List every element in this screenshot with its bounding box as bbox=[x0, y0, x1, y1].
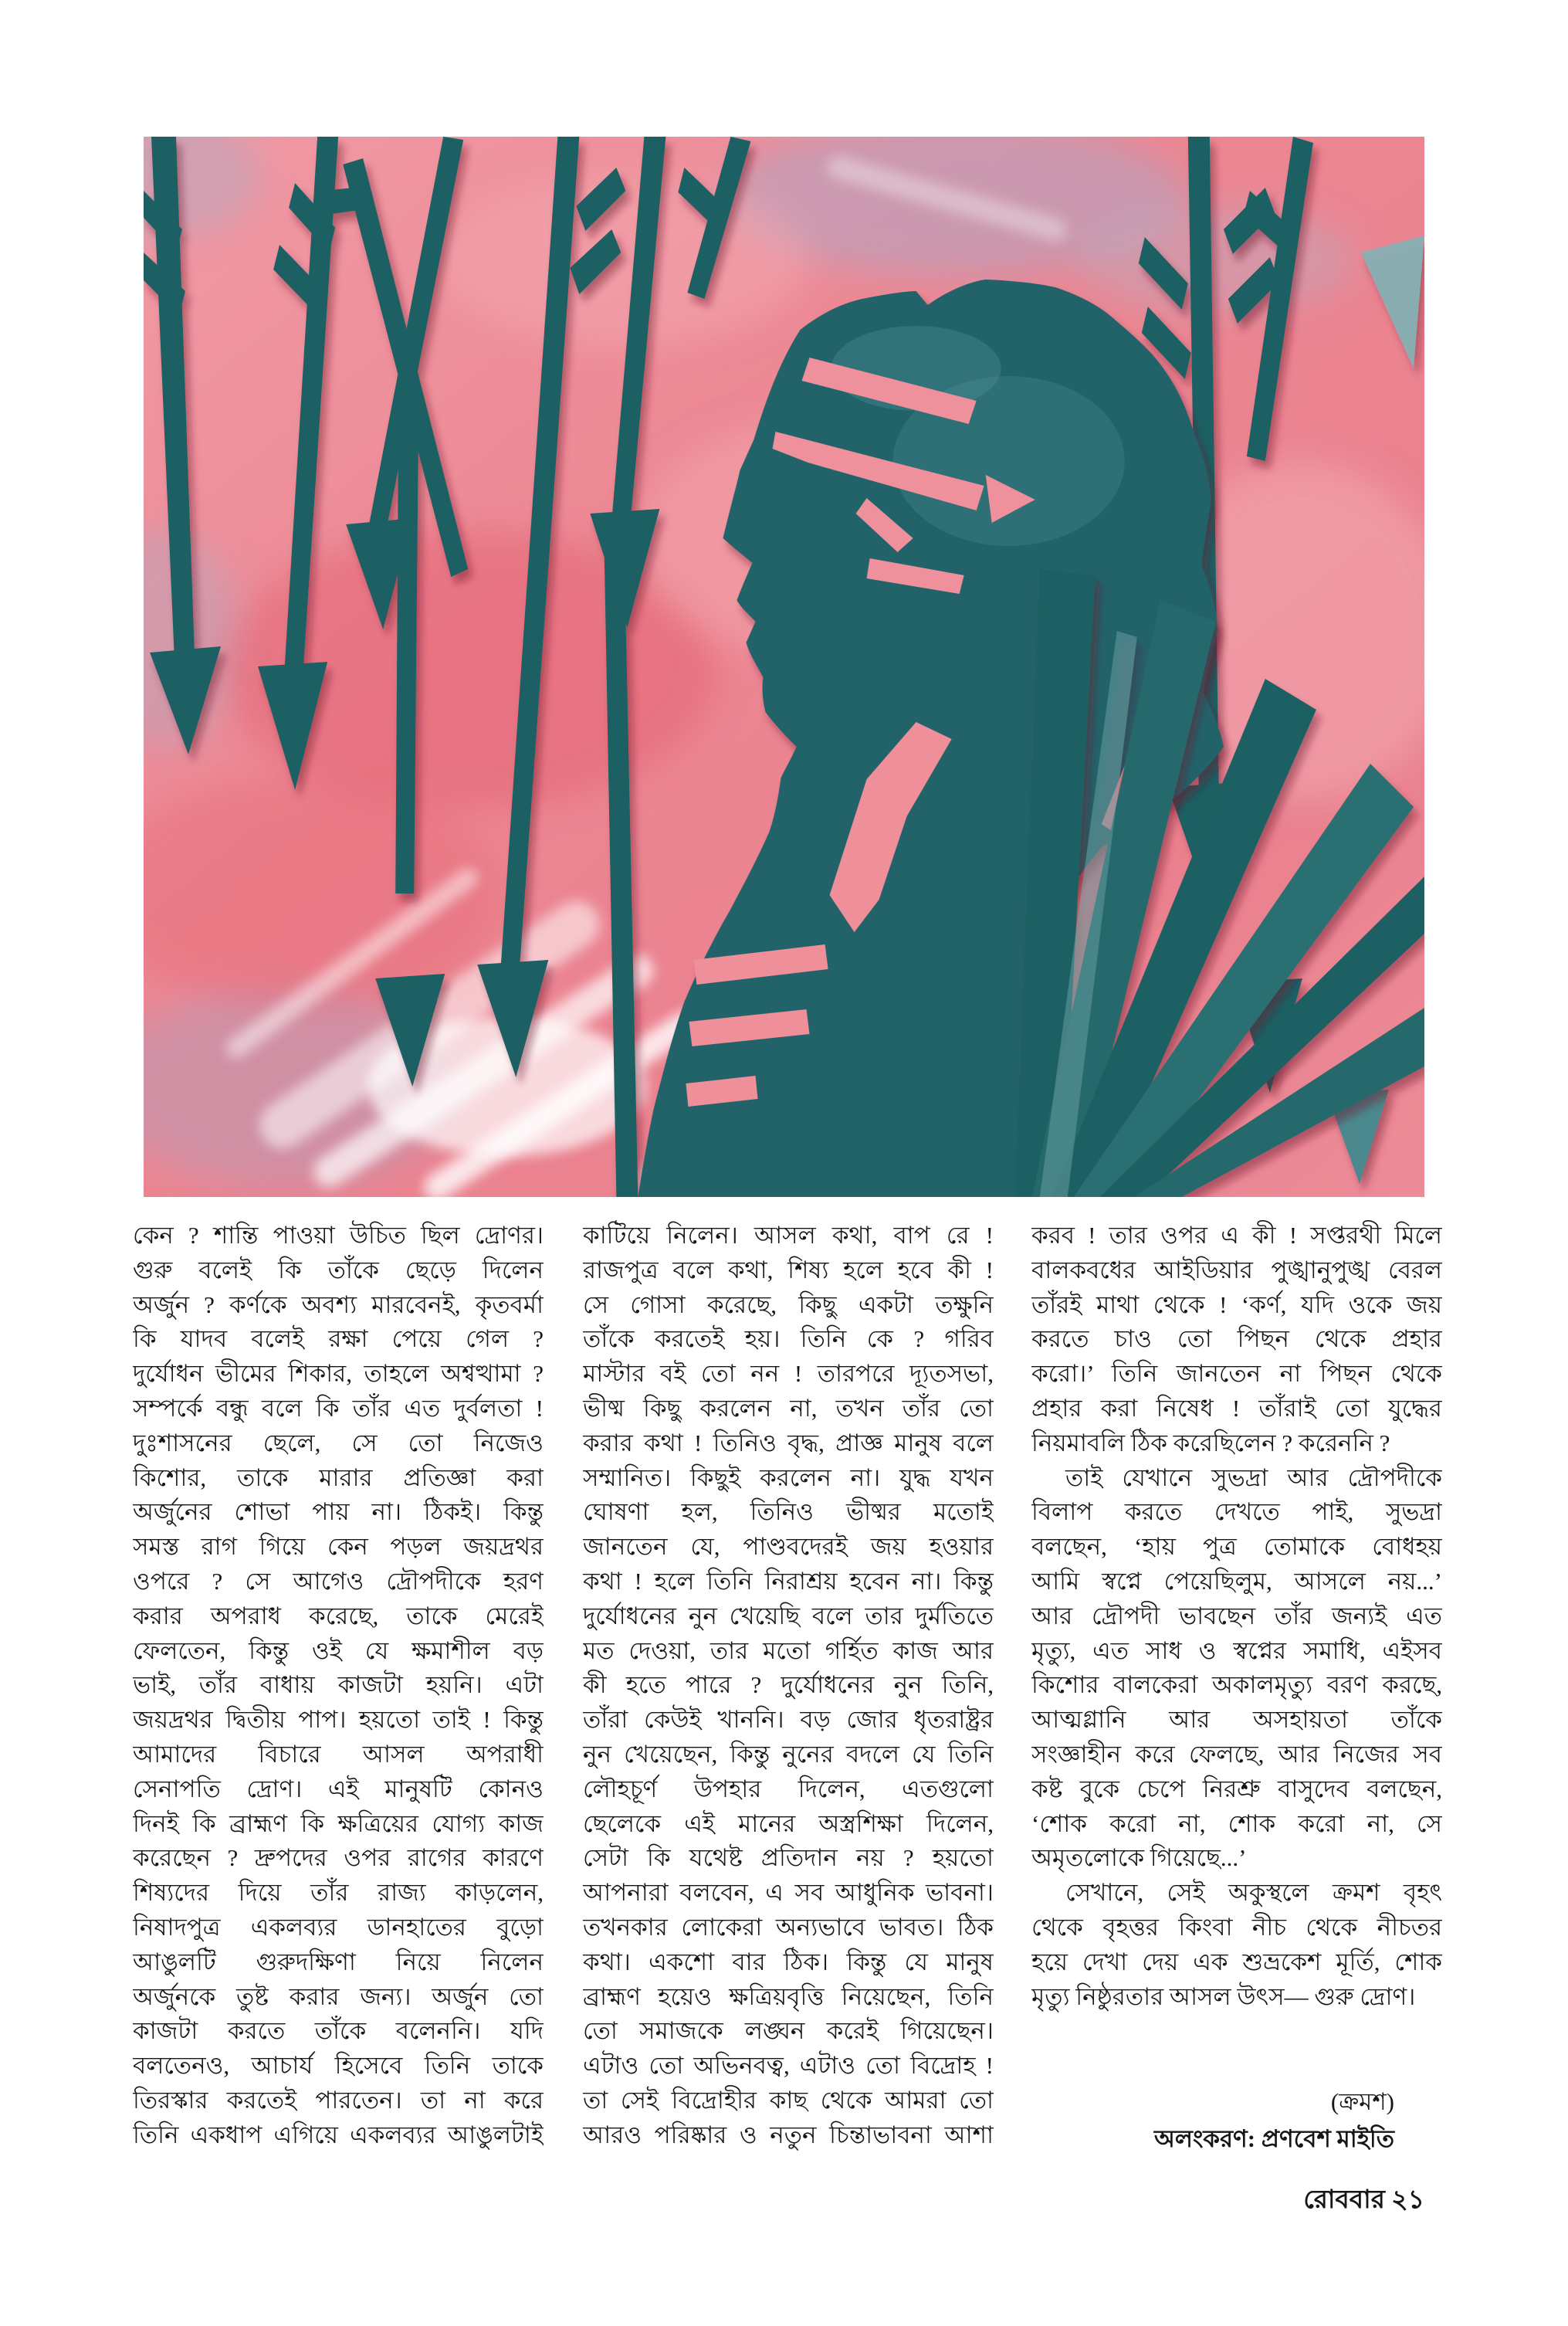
text-line: প্রহার করা নিষেধ ! তাঁরাই তো যুদ্ধের bbox=[1031, 1394, 1442, 1422]
text-line: তাঁরই মাথা থেকে ! ‘কর্ণ, যদি ওকে জয় bbox=[1031, 1290, 1442, 1318]
text-line: ঘোষণা হল, তিনিও ভীষ্মর মতোই bbox=[583, 1498, 994, 1526]
text-line: জানতেন যে, পাণ্ডবদেরই জয় হওয়ার bbox=[583, 1533, 994, 1561]
text-line: সমস্ত রাগ গিয়ে কেন পড়ল জয়দ্রথর bbox=[133, 1533, 544, 1561]
text-line: তিনি একধাপ এগিয়ে একলব্যর আঙুলটাই bbox=[133, 2121, 544, 2148]
text-column-2 bbox=[583, 1219, 994, 2159]
text-line: কথা ! হলে তিনি নিরাশ্রয় হবেন না। কিন্তু bbox=[583, 1567, 994, 1595]
text-line: মাস্টার বই তো নন ! তারপরে দ্যূতসভা, bbox=[583, 1360, 994, 1388]
text-line: কথা। একশো বার ঠিক। কিন্তু যে মানুষ bbox=[583, 1948, 994, 1975]
text-column-1 bbox=[133, 1219, 544, 2159]
text-line: থেকে বৃহত্তর কিংবা নীচ থেকে নীচতর bbox=[1031, 1913, 1442, 1941]
text-line: আরও পরিষ্কার ও নতুন চিন্তাভাবনা আশা bbox=[583, 2121, 994, 2148]
text-line: আপনারা বলবেন, এ সব আধুনিক ভাবনা। bbox=[583, 1879, 994, 1907]
text-line: দুঃশাসনের ছেলে, সে তো নিজেও bbox=[133, 1429, 544, 1456]
text-line: এটাও তো অভিনবত্ব, এটাও তো বিদ্রোহ ! bbox=[583, 2052, 994, 2080]
text-line: নিয়মাবলি ঠিক করেছিলেন ? করেননি ? bbox=[1031, 1429, 1390, 1456]
text-line: করব ! তার ওপর এ কী ! সপ্তরথী মিলে bbox=[1031, 1222, 1442, 1249]
text-line: সংজ্ঞাহীন করে ফেলছে, আর নিজের সব bbox=[1031, 1740, 1442, 1768]
text-line: আমি স্বপ্নে পেয়েছিলুম, আসলে নয়...’ bbox=[1031, 1567, 1442, 1595]
text-line: ভীষ্ম কিছু করলেন না, তখন তাঁর তো bbox=[583, 1394, 994, 1422]
text-line: তিরস্কার করতেই পারতেন। তা না করে bbox=[133, 2086, 544, 2114]
text-line: কাজটা করতে তাঁকে বলেননি। যদি bbox=[133, 2017, 544, 2045]
paper-cut-illustration bbox=[144, 137, 1424, 1197]
text-line: কেন ? শান্তি পাওয়া উচিত ছিল দ্রোণর। bbox=[133, 1222, 544, 1249]
text-line: আঙুলটি গুরুদক্ষিণা নিয়ে নিলেন bbox=[133, 1948, 544, 1975]
text-line: রাজপুত্র বলে কথা, শিষ্য হলে হবে কী ! bbox=[583, 1256, 994, 1283]
text-line: ভাই, তাঁর বাধায় কাজটা হয়নি। এটা bbox=[133, 1671, 544, 1699]
text-line: অমৃতলোকে গিয়েছে...’ bbox=[1031, 1844, 1247, 1872]
text-line: মৃত্যু নিষ্ঠুরতার আসল উৎস— গুরু দ্রোণ। bbox=[1031, 1982, 1416, 2010]
text-line: গুরু বলেই কি তাঁকে ছেড়ে দিলেন bbox=[133, 1256, 544, 1283]
text-line: দুর্যোধন ভীমের শিকার, তাহলে অশ্বত্থামা ? bbox=[133, 1360, 544, 1388]
text-line: আত্মগ্লানি আর অসহায়তা তাঁকে bbox=[1031, 1706, 1442, 1734]
text-line: করার কথা ! তিনিও বৃদ্ধ, প্রাজ্ঞ মানুষ বলে bbox=[583, 1429, 994, 1456]
text-line: নিষাদপুত্র একলব্যর ডানহাতের বুড়ো bbox=[133, 1913, 544, 1941]
text-line: শিষ্যদের দিয়ে তাঁর রাজ্য কাড়লেন, bbox=[133, 1879, 544, 1907]
text-line: বিলাপ করতে দেখতে পাই, সুভদ্রা bbox=[1031, 1498, 1442, 1526]
continuation-marker: (ক্রমশ) bbox=[1330, 2088, 1394, 2115]
text-line: ব্রাহ্মণ হয়েও ক্ষত্রিয়বৃত্তি নিয়েছেন, তিনি bbox=[583, 1982, 994, 2010]
text-line: লৌহচূর্ণ উপহার দিলেন, এতগুলো bbox=[583, 1775, 994, 1802]
text-line: সে গোসা করেছে, কিছু একটা তক্ষুনি bbox=[583, 1290, 994, 1318]
text-line: অর্জুনকে তুষ্ট করার জন্য। অর্জুন তো bbox=[133, 1982, 544, 2010]
text-line: কিশোর, তাকে মারার প্রতিজ্ঞা করা bbox=[133, 1463, 544, 1491]
text-line: করার অপরাধ করেছে, তাকে মেরেই bbox=[133, 1602, 544, 1629]
text-line: করেছেন ? দ্রুপদের ওপর রাগের কারণে bbox=[133, 1844, 544, 1872]
illustrator-credit: অলংকরণ: প্রণবেশ মাইতি bbox=[1154, 2125, 1394, 2152]
text-line: ওপরে ? সে আগেও দ্রৌপদীকে হরণ bbox=[133, 1567, 544, 1595]
text-line: আর দ্রৌপদী ভাবছেন তাঁর জন্যই এত bbox=[1031, 1602, 1442, 1629]
text-line: করতে চাও তো পিছন থেকে প্রহার bbox=[1031, 1325, 1442, 1353]
text-line: সেনাপতি দ্রোণ। এই মানুষটি কোনও bbox=[133, 1775, 544, 1802]
text-line: তো সমাজকে লঙ্ঘন করেই গিয়েছেন। bbox=[583, 2017, 994, 2045]
text-line: আমাদের বিচারে আসল অপরাধী bbox=[133, 1740, 544, 1768]
text-line: বালকবধের আইডিয়ার পুঙ্খানুপুঙ্খ বেরল bbox=[1031, 1256, 1442, 1283]
text-line: মত দেওয়া, তার মতো গর্হিত কাজ আর bbox=[583, 1636, 994, 1664]
text-line: হয়ে দেখা দেয় এক শুভ্রকেশ মূর্তি, শোক bbox=[1031, 1948, 1442, 1975]
text-line: বলছেন, ‘হায় পুত্র তোমাকে বোধহয় bbox=[1031, 1533, 1442, 1561]
text-line: তাঁরা কেউই খাননি। বড় জোর ধৃতরাষ্ট্রর bbox=[583, 1706, 994, 1734]
text-line: দুর্যোধনের নুন খেয়েছি বলে তার দুর্মতিতে bbox=[583, 1602, 994, 1629]
text-line: ফেলতেন, কিন্তু ওই যে ক্ষমাশীল বড় bbox=[133, 1636, 544, 1664]
text-line: বলতেনও, আচার্য হিসেবে তিনি তাকে bbox=[133, 2052, 544, 2080]
text-line: কাটিয়ে নিলেন। আসল কথা, বাপ রে ! bbox=[583, 1222, 994, 1249]
text-line: নুন খেয়েছেন, কিন্তু নুনের বদলে যে তিনি bbox=[583, 1740, 994, 1768]
illustration-canvas bbox=[144, 137, 1424, 1197]
text-line: মৃত্যু, এত সাধ ও স্বপ্নের সমাধি, এইসব bbox=[1031, 1636, 1442, 1664]
text-line: সম্মানিত। কিছুই করলেন না। যুদ্ধ যখন bbox=[583, 1463, 994, 1491]
text-line: তা সেই বিদ্রোহীর কাছ থেকে আমরা তো bbox=[583, 2086, 994, 2114]
text-line: করো।’ তিনি জানতেন না পিছন থেকে bbox=[1031, 1360, 1442, 1388]
text-line: সম্পর্কে বন্ধু বলে কি তাঁর এত দুর্বলতা ! bbox=[133, 1394, 544, 1422]
text-line: তখনকার লোকেরা অন্যভাবে ভাবত। ঠিক bbox=[583, 1913, 994, 1941]
text-line: অর্জুনের শোভা পায় না। ঠিকই। কিন্তু bbox=[133, 1498, 544, 1526]
text-line: সেটা কি যথেষ্ট প্রতিদান নয় ? হয়তো bbox=[583, 1844, 994, 1872]
text-line: সেখানে, সেই অকুস্থলে ক্রমশ বৃহৎ bbox=[1065, 1879, 1442, 1907]
text-line: ছেলেকে এই মানের অস্ত্রশিক্ষা দিলেন, bbox=[583, 1809, 994, 1837]
text-line: অর্জুন ? কর্ণকে অবশ্য মারবেনই, কৃতবর্মা bbox=[133, 1290, 544, 1318]
text-line: দিনই কি ব্রাহ্মণ কি ক্ষত্রিয়ের যোগ্য কাজ bbox=[133, 1809, 544, 1837]
text-line: কিশোর বালকেরা অকালমৃত্যু বরণ করছে, bbox=[1031, 1671, 1442, 1699]
text-line: কী হতে পারে ? দুর্যোধনের নুন তিনি, bbox=[583, 1671, 994, 1699]
text-line: ‘শোক করো না, শোক করো না, সে bbox=[1031, 1809, 1442, 1837]
text-line: তাই যেখানে সুভদ্রা আর দ্রৌপদীকে bbox=[1065, 1463, 1442, 1491]
text-column-3 bbox=[1031, 1219, 1442, 2159]
text-line: জয়দ্রথর দ্বিতীয় পাপ। হয়তো তাই ! কিন্তু bbox=[133, 1706, 544, 1734]
text-line: তাঁকে করতেই হয়। তিনি কে ? গরিব bbox=[583, 1325, 994, 1353]
text-line: কষ্ট বুকে চেপে নিরশ্রু বাসুদেব বলছেন, bbox=[1031, 1775, 1442, 1802]
page-footer: রোববার ২১ bbox=[1303, 2186, 1424, 2214]
text-line: কি যাদব বলেই রক্ষা পেয়ে গেল ? bbox=[133, 1325, 544, 1353]
